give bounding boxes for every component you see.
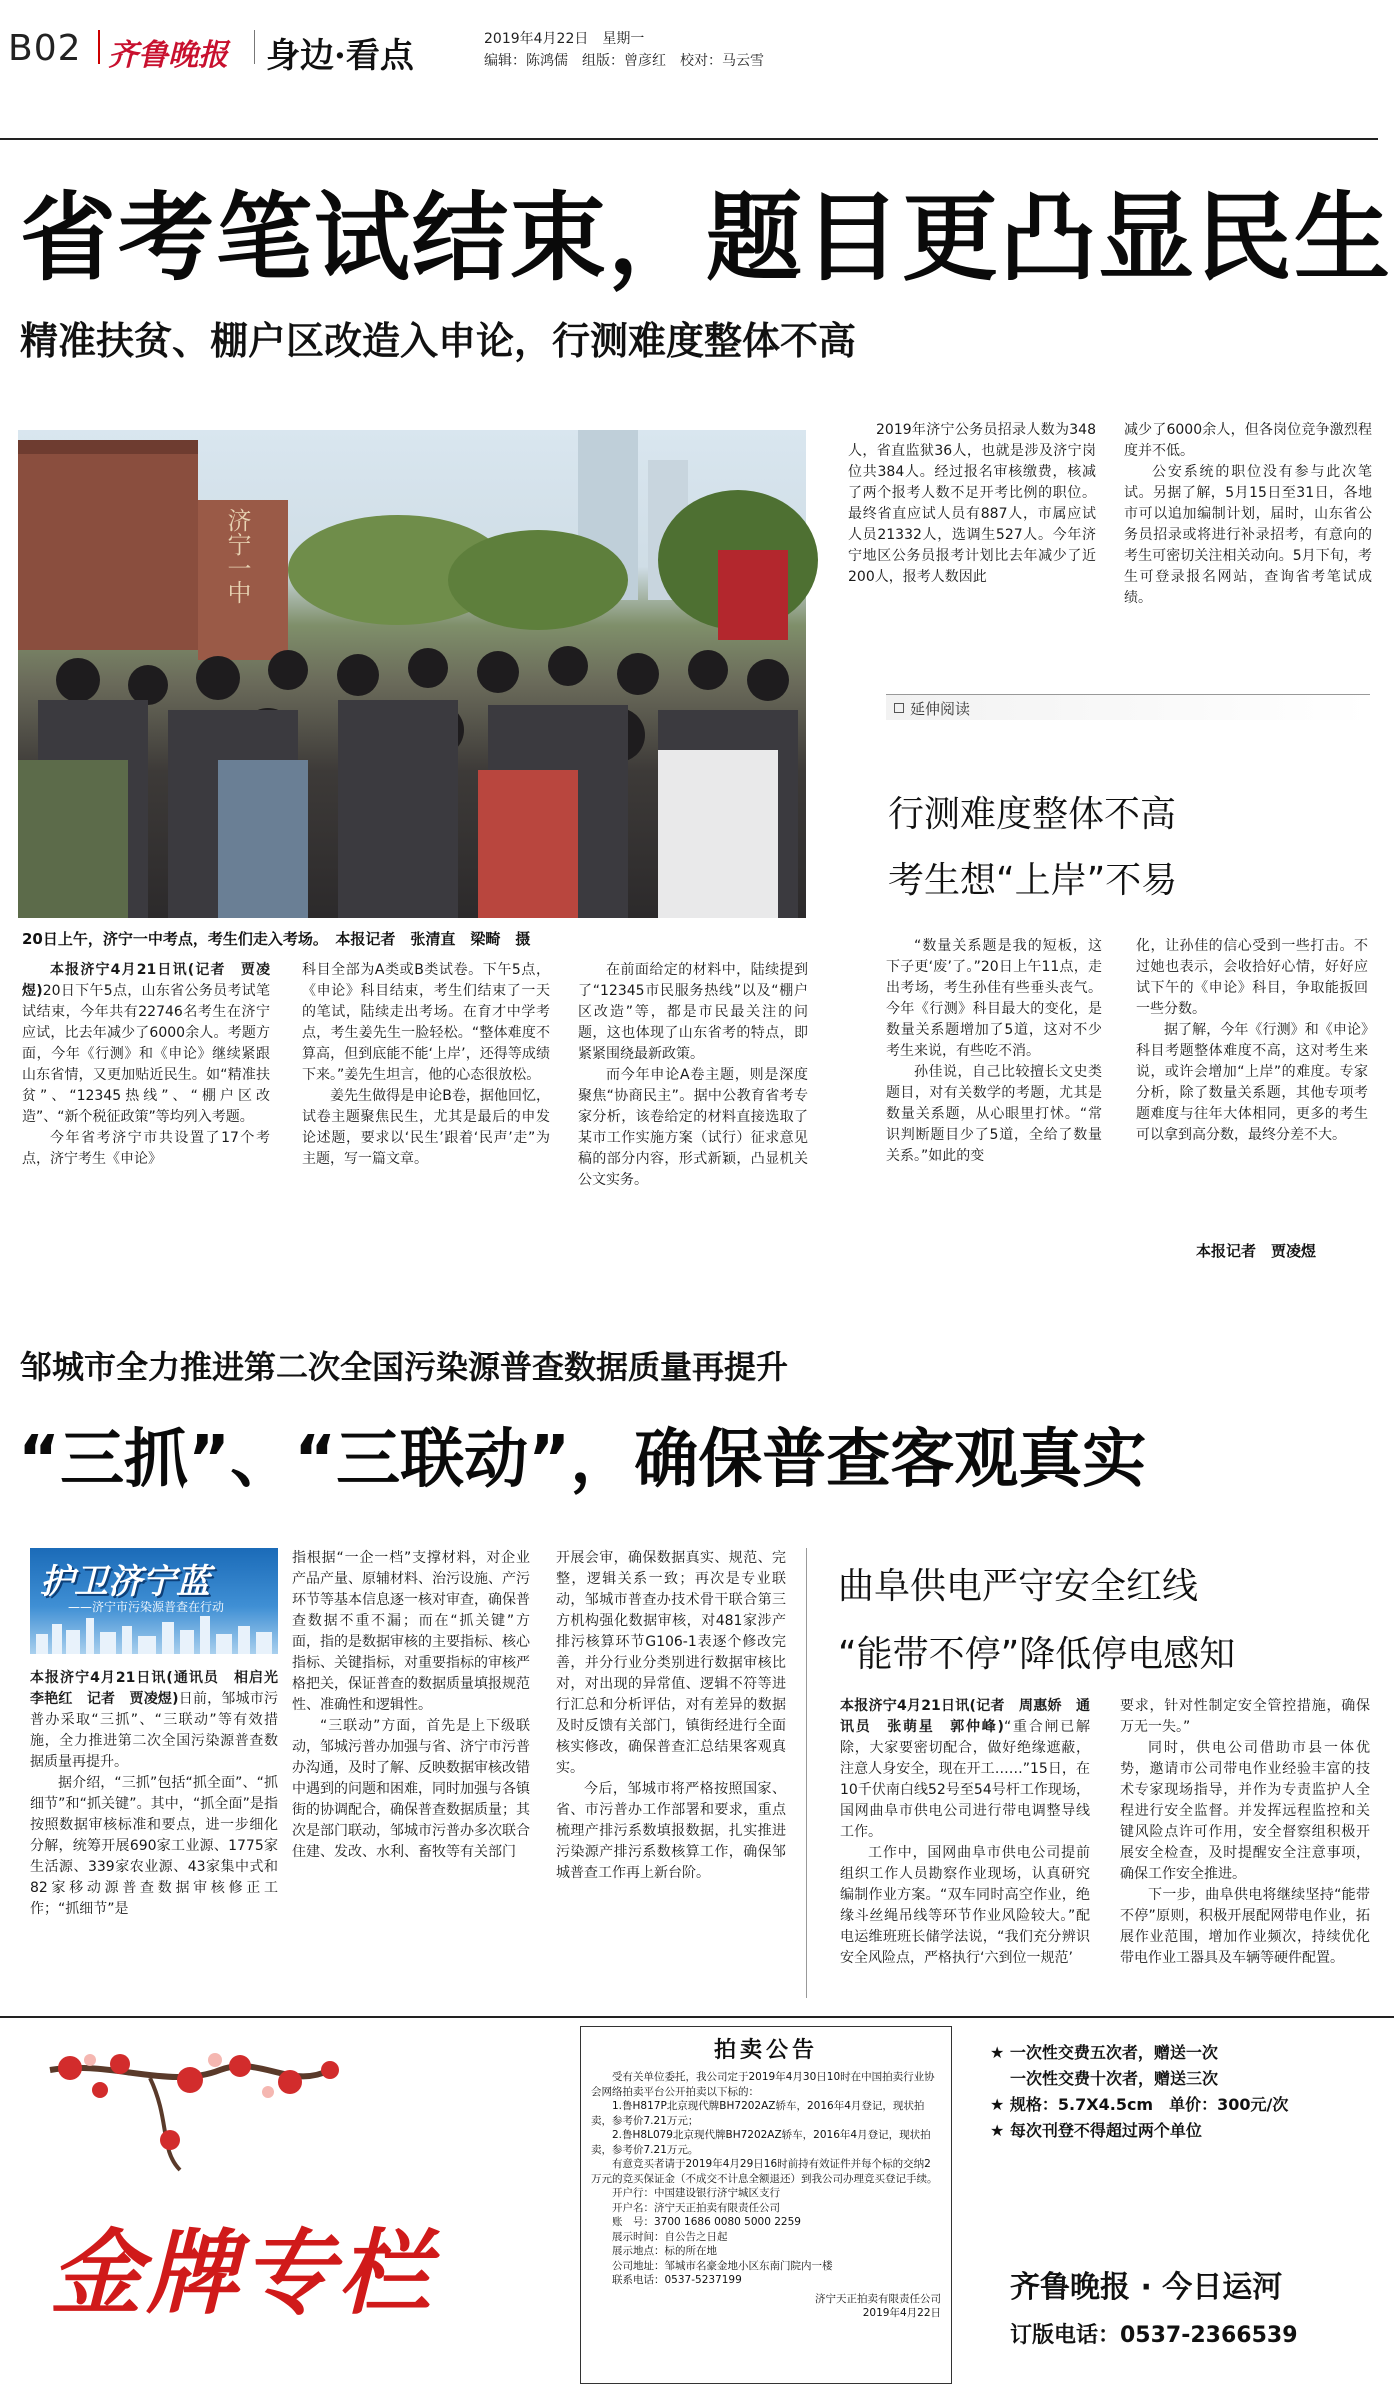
auction-line: 2.鲁H8L079北京现代牌BH7202AZ轿车，2016年4月登记，现状拍卖，参考价7.21万元。 — [591, 2129, 931, 2156]
masthead-divider — [98, 30, 100, 64]
article1-col1 — [22, 960, 270, 1290]
promo-box — [990, 2040, 1380, 2240]
article1-col3 — [578, 960, 808, 1290]
article2-byline: 本报济宁4月21日讯(通讯员 相启光 李艳红 记者 贾凌煜) — [30, 1670, 292, 1707]
staff-line: 编辑：陈鸿儒 组版：曾彦红 校对：马云雪 — [484, 53, 764, 69]
article1-headline: 省考笔试结束，题目更凸显民生 — [20, 182, 1392, 294]
ad-top-rule — [0, 2016, 1394, 2018]
sidebar-col1-text2: 孙佳说，自己比较擅长文史类题目，对有关数学的考题，尤其是数量关系题，从心眼里打怵。“常识判断题目少了5道，全给了数量关系。”如此的变 — [886, 1064, 1102, 1164]
article1-photo — [18, 430, 806, 918]
auction-line: 联系电话：0537-5237199 — [612, 2274, 742, 2286]
article3-col1 — [840, 1696, 1090, 2000]
article3-col1-text2: 工作中，国网曲阜市供电公司提前组织工作人员勘察作业现场，认真研究编制作业方案。“双车同时高空作业，绝缘斗丝绳吊线等环节作业风险较大。”配电运维班班长储学法说，“我们充分辨识安全风险点，严格执行‘六到位一规范’ — [840, 1845, 1090, 1966]
article3-title-1: 曲阜供电严守安全红线 — [838, 1566, 1199, 1607]
auction-line: 展示时间：自公告之日起 — [612, 2230, 728, 2243]
auction-line: 开户行：中国建设银行济宁城区支行 — [612, 2187, 780, 2199]
article1-subhead: 精准扶贫、棚户区改造入申论，行测难度整体不高 — [20, 319, 857, 363]
article3-col2 — [1120, 1696, 1370, 2000]
article3-title-2: “能带不停”降低停电感知 — [838, 1634, 1236, 1675]
article1-right-text2: 减少了6000余人，但各岗位竞争激烈程度并不低。 — [1124, 422, 1372, 459]
sidebar-title-2: 考生想“上岸”不易 — [888, 860, 1178, 901]
auction-body — [591, 2070, 941, 2321]
article1-col2 — [302, 960, 550, 1290]
column-divider — [806, 1548, 807, 1998]
article2-headline: “三抓”、“三联动”，确保普查客观真实 — [18, 1423, 1147, 1497]
promo-brand: 齐鲁晚报 · 今日运河 — [1010, 2270, 1283, 2305]
auction-date: 2019年4月22日 — [862, 2307, 941, 2319]
masthead-rule — [0, 138, 1378, 140]
sidebar-byline: 本报记者 贾凌煜 — [1196, 1242, 1317, 1260]
auction-line: 账 号：3700 1686 0080 5000 2259 — [612, 2216, 801, 2228]
article1-right-col2 — [1124, 420, 1372, 680]
article2-col1 — [30, 1668, 292, 1998]
sidebar-col2-text2: 据了解，今年《行测》和《申论》科目考题整体难度不高，这对考生来说，或许会增加“上岸”的难度。专家分析，除了数量关系题，其他专项考题难度与往年大体相同，更多的考生可以拿到高分数，最终分差不大。 — [1136, 1022, 1368, 1143]
star-icon: ★ — [990, 2095, 1010, 2114]
article2-col1-text2: 据介绍，“三抓”包括“抓全面”、“抓细节”和“抓关键”。其中，“抓全面”是指按照数据审核标准和要点，进一步细化分解，统筹开展690家工业源、1775家生活源、339家农业源、43家集中式和82家移动源普查数据审核修正工作；“抓细节”是 — [30, 1775, 278, 1917]
promo-line: ★ 一次性交费五次者，赠送一次 — [990, 2043, 1218, 2062]
masthead-divider-2 — [254, 30, 255, 64]
promo-line: 一次性交费十次者，赠送三次 — [1010, 2069, 1219, 2088]
article3-col2-text2: 同时，供电公司借助市县一体优势，邀请市公司带电作业经验丰富的技术专家现场指导，并作为专责监护人全程进行安全监督。并发挥远程监控和关键风险点许可作用，安全督察组积极开展安全检查，及时提醒安全注意事项，确保工作安全推进。 — [1120, 1740, 1370, 1882]
auction-line: 有意竞买者请于2019年4月29日16时前持有效证件并每个标的交纳2万元的竞买保证金（不成交不计息全额退还）到我公司办理竞买登记手续。 — [591, 2158, 938, 2185]
sidebar-tag-bar — [886, 694, 1370, 720]
article2-col1-text: 日前，邹城市污普办采取“三抓”、“三联动”等有效措施，全力推进第二次全国污染源普查数据质量再提升。 — [30, 1691, 278, 1770]
sidebar-title-1: 行测难度整体不高 — [888, 794, 1177, 835]
auction-line: 1.鲁H817P北京现代牌BH7202AZ轿车，2016年4月登记，现状拍卖，参考价7.21万元； — [591, 2100, 925, 2127]
promo-line: ★ 每次刊登不得超过两个单位 — [990, 2121, 1202, 2140]
gold-column-title: 金牌专栏 — [50, 2219, 435, 2327]
article2-col2-text: 指根据“一企一档”支撑材料，对企业产品产量、原辅材料、治污设施、产污环节等基本信息逐一核对审查，确保普查数据不重不漏；而在“抓关键”方面，指的是数据审核的主要指标、核心指标、关键指标，对重要指标的审核严格把关，保证普查的数据质量填报规范性、准确性和逻辑性。 — [292, 1550, 530, 1713]
auction-title: 拍卖公告 — [713, 2038, 818, 2063]
article3-col2-text3: 下一步，曲阜供电将继续坚持“能带不停”原则，积极开展配网带电作业，拓展作业范围，增加作业频次，持续优化带电作业工器具及车辆等硬件配置。 — [1120, 1887, 1370, 1966]
auction-line: 公司地址：邹城市名豪金地小区东南门院内一楼 — [612, 2259, 833, 2272]
article2-col3-text: 开展会审，确保数据真实、规范、完整，逻辑关系一致；再次是专业联动，邹城市普查办技术骨干联合第三方机构强化数据审核，对481家涉产排污核算环节G106-1表逐个修改完善，并分行业分类别进行数据审核比对，对出现的异常值、逻辑不符等进行汇总和分析评估，对有差异的数据及时反馈有关部门，镇街经进行全面核实修改，确保普查汇总结果客观真实。 — [556, 1550, 786, 1776]
article3-col2-text: 要求，针对性制定安全管控措施，确保万无一失。” — [1120, 1698, 1370, 1735]
article2-kicker: 邹城市全力推进第二次全国污染源普查数据质量再提升 — [20, 1348, 789, 1386]
auction-line: 受有关单位委托，我公司定于2019年4月30日10时在中国拍卖行业协会网络拍卖平台公开拍卖以下标的： — [591, 2071, 935, 2098]
article1-col2-text2: 姜先生做得是申论B卷，据他回忆，试卷主题聚焦民生，尤其是最后的申发论述题，要求以‘民生’跟着‘民声’走”为主题，写一篇文章。 — [302, 1088, 550, 1167]
auction-signature: 济宁天正拍卖有限责任公司 — [815, 2292, 941, 2305]
section-title: 身边·看点 — [266, 36, 414, 76]
article1-photo-caption: 20日上午，济宁一中考点，考生们走入考场。 本报记者 张清直 梁畸 摄 — [22, 930, 531, 948]
auction-line: 展示地点：标的所在地 — [612, 2245, 717, 2257]
article1-col3-text: 在前面给定的材料中，陆续提到了“12345市民服务热线”以及“棚户区改造”等，都是市民最关注的问题，这也体现了山东省考的特点，即紧紧围绕最新政策。 — [578, 962, 808, 1062]
article1-byline: 本报济宁4月21日讯(记者 贾凌煜) — [22, 962, 270, 999]
photo-gate-sign: 济宁一中 — [223, 508, 251, 604]
star-icon: ★ — [990, 2121, 1010, 2140]
auction-line: 开户名：济宁天正拍卖有限责任公司 — [612, 2201, 780, 2214]
article1-col1-text: 20日下午5点，山东省公务员考试笔试结束，今年共有22746名考生在济宁应试，比去年减少了6000余人。考题方面，今年《行测》和《申论》继续紧跟山东省情，又更加贴近民生。如“精准扶贫”、“12345热线”、“棚户区改造”、“新个税征政策”等均列入考题。 — [22, 983, 270, 1125]
sidebar-col1 — [886, 936, 1102, 1266]
article3-col1-text: “重合闸已解除，大家要密切配合，做好绝缘遮蔽，注意人身安全，现在开工……”15日，在10千伏南白线52号至54号杆工作现场，国网曲阜市供电公司进行带电调整导线工作。 — [840, 1719, 1090, 1840]
article1-col1-text2: 今年省考济宁市共设置了17个考点，济宁考生《申论》 — [22, 1130, 270, 1167]
article1-right-text3: 公安系统的职位没有参与此次笔试。另据了解，5月15日至31日，各地市可以追加编制计划，届时，山东省公务员招录或将进行补录招考，有意向的考生可密切关注相关动向。5月下旬，考生可登录报名网站，查询省考笔试成绩。 — [1124, 464, 1372, 606]
paper-logo: 齐鲁晚报 — [108, 38, 228, 73]
article1-col2-text: 科目全部为A类或B类试卷。下午5点，《申论》科目结束，考生们结束了一天的笔试，陆续走出考场。在育才中学考点，考生姜先生一脸轻松。“整体难度不算高，但到底能不能‘上岸’，还得等成绩下来。”姜先生坦言，他的心态很放松。 — [302, 962, 550, 1083]
article2-col3-text2: 今后，邹城市将严格按照国家、省、市污普办工作部署和要求，重点梳理产排污系数填报数据，扎实推进污染源产排污系数核算工作，确保邹城普查工作再上新台阶。 — [556, 1781, 786, 1881]
date-line: 2019年4月22日 星期一 — [484, 31, 645, 47]
article2-col2-text2: “三联动”方面，首先是上下级联动，邹城污普办加强与省、济宁市污普办沟通，及时了解、反映数据审核改错中遇到的问题和困难，同时加强与各镇街的协调配合，确保普查数据质量；其次是部门联动，邹城市污普办多次联合住建、发改、水利、畜牧等有关部门 — [292, 1718, 530, 1860]
city-skyline-icon — [30, 1614, 278, 1654]
article2-col3 — [556, 1548, 786, 1998]
promo-phone: 订版电话：0537-2366539 — [1010, 2323, 1298, 2348]
article1-right-text1: 2019年济宁公务员招录人数为348人，省直监狱36人，也就是涉及济宁岗位共384人。经过报名审核缴费，核减了两个报考人数不足开考比例的职位。最终省直应试人员有887人，市属应试人员21332人，选调生527人。今年济宁地区公务员报考计划比去年减少了近200人，报考人数因此 — [848, 422, 1096, 585]
article3-byline: 本报济宁4月21日讯(记者 周惠娇 通讯员 张萌星 郭仲峰) — [840, 1698, 1090, 1735]
article2-col2 — [292, 1548, 530, 1998]
sidebar-tag: 延伸阅读 — [910, 700, 971, 718]
article1-right-col1 — [848, 420, 1096, 680]
promo-line: ★ 规格：5.7X4.5cm 单价：300元/次 — [990, 2095, 1289, 2114]
gold-column-ad — [30, 2030, 550, 2380]
sidebar-col1-text: “数量关系题是我的短板，这下子更‘废’了。”20日上午11点，走出考场，考生孙佳有些垂头丧气。今年《行测》科目最大的变化，是数量关系题增加了5道，这对不少考生来说，有些吃不消。 — [886, 938, 1102, 1059]
logo-title: 护卫济宁蓝 — [40, 1562, 210, 1602]
article2-logo-box — [30, 1548, 278, 1654]
sidebar-col2-text: 化，让孙佳的信心受到一些打击。不过她也表示，会收拾好心情，好好应试下午的《申论》科目，争取能扳回一些分数。 — [1136, 938, 1368, 1017]
sidebar-col2 — [1136, 936, 1368, 1236]
page-number: B02 — [8, 28, 82, 69]
logo-subtitle: ——济宁市污染源普查在行动 — [68, 1600, 225, 1614]
sidebar-tag-icon — [894, 703, 904, 713]
auction-notice — [580, 2026, 952, 2384]
star-icon: ★ — [990, 2043, 1010, 2062]
article1-col3-text2: 而今年申论A卷主题，则是深度聚焦“协商民主”。据中公教育省考专家分析，该卷给定的材料直接选取了某市工作实施方案（试行）征求意见稿的部分内容，形式新颖，凸显机关公文实务。 — [578, 1067, 808, 1188]
photo-scene — [18, 430, 806, 918]
